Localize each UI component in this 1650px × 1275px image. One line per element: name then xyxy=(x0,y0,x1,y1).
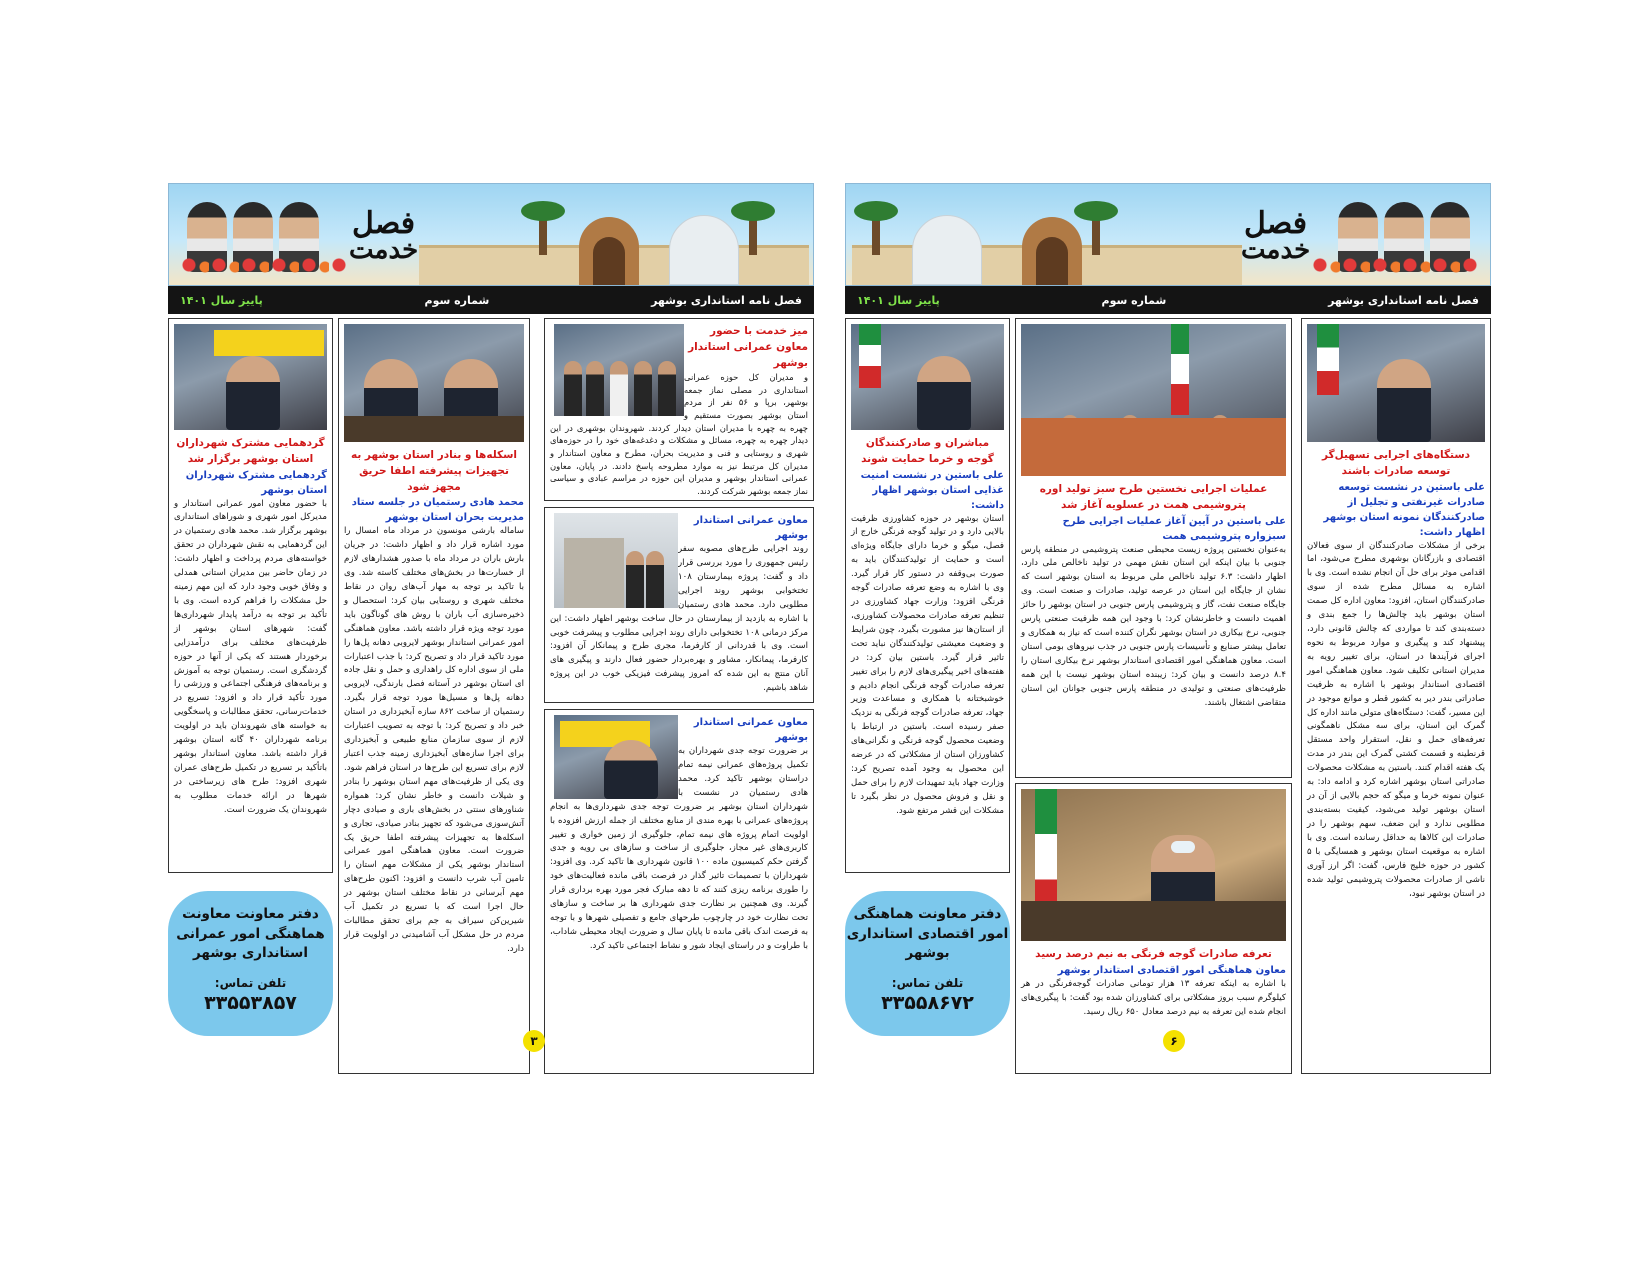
magazine-title: فصل خدمت xyxy=(349,206,419,265)
article-body: به‌عنوان نخستین پروژه زیست محیطی صنعت پتروشیمی در منطقه پارس جنوبی با بیان اینکه این استان نقش مهمی در تولید ناخالص ملی دارد، اظهار داشت: ۶.۳ تولید ناخالص ملی مربوط به استان بوشهر است که نشان از جایگاه این استان در عرصه تولید، صادرات و صنعت است. وی جایگاه صنعت نفت، گاز و پتروشیمی پارس جنوبی در استان بوشهر را حائز اهمیت دانست و خاطرنشان کرد: با وجود این همه ظرفیت صنعتی پارس جنوبی، نرخ بیکاری در استان بوشهر نگران کننده است که نیاز به همکاری و تعامل بیشتر صنایع و تأسیسات پارس جنوبی در جذب نیروهای بومی استان است. معاون هماهنگی امور اقتصادی استاندار بوشهر نرخ بیکاری استان را ۸.۴ درصد دانست و بیان کرد: زیبنده استان بوشهر نیست با این همه ظرفیت‌های صنعتی و تولیدی در منطقه پارس جنوبی جوانان این استان متقاضی اشتغال باشند. xyxy=(1021,544,1286,708)
article-photo xyxy=(554,324,684,416)
header-ribbon xyxy=(845,286,1491,314)
article-subhead: گردهمایی مشترک شهرداران استان بوشهر xyxy=(185,469,327,496)
article-tomato-date-exporters xyxy=(845,318,1010,873)
article-photo xyxy=(174,324,327,430)
contact-box xyxy=(845,891,1010,1036)
contact-office: دفتر معاونت هماهنگی امور اقتصادی استانداری بوشهر xyxy=(846,906,1009,962)
article-mayors-projects xyxy=(544,709,814,1074)
article-headline: گردهمایی مشترک شهرداران استان بوشهر برگزار شد xyxy=(176,437,325,465)
portraits-image xyxy=(179,192,329,277)
article-subhead: معاون هماهنگی امور اقتصادی استاندار بوشهر xyxy=(1057,964,1286,976)
page-6 xyxy=(845,183,1491,1108)
article-export-facilitators xyxy=(1301,318,1491,1074)
building-image xyxy=(852,213,1242,285)
article-body: با اشاره به اینکه تعرفه ۱۳ هزار تومانی صادرات گوجه‌فرنگی در هر کیلوگرم سبب بروز مشکلاتی برای کشاورزان شده بود گفت: با پیگیری‌های انجام شده این تعرفه به نیم درصد معادل ۶۵۰ ریال رسید. xyxy=(1021,978,1287,1017)
contact-label: تلفن تماس: xyxy=(214,975,287,990)
page-number: ۳ xyxy=(523,1030,545,1052)
article-body: برخی از مشکلات صادرکنندگان از سوی فعالان اقتصادی و بازرگانان بوشهری مطرح می‌شود، اما اقدامی موثر برای حل آن انجام نشده است. وی با اشاره به مسائل مطرح شده از سوی صادرکنندگان استان، افزود: معاون اداره کل صمت استان بوشهر باید چالش‌ها را جمع بندی و دسته‌بندی کند تا مواردی که چالش قانونی دارد، پیشنهاد کند و پیگیری و موارد مربوط به نحوه اجرای فرآیندها در استان، برای تغییر رویه به مدیران استانی تکلیف شود. معاون هماهنگی امور اقتصادی استاندار بوشهر با اشاره به ظرفیت صادراتی بندر دیر به کشور قطر و موانع موجود در این مسیر، گفت: دستگاه‌های متولی مانند اداره کل گمرک این استان، برای سه مشکل ناهمگونی تعرفه‌های حمل و نقل، استقرار واحد مستقل قرنطینه و قسمت کشتی گمرک این بندر در مدت یک هفته اقدام کنند. باستین به مشکلات محصولات صادراتی استان بوشهر اشاره کرد و ادامه داد: به عنوان نمونه خرما و میگو که حجم بالایی از آن در استان بوشهر تولید می‌شود، کیفیت بسته‌بندی مطلوبی ندارد و این ضعف، سهم بوشهر را در صادرات این کالاها به حداقل رسانده است. وی با اشاره به موقعیت استان بوشهر و همسایگی با ۵ کشور در حوزه خلیج فارس، گفت: اگر ارز آوری ناشی از صادرات محصولات پتروشیمی تولید شده در استان بوشهر نبود، xyxy=(1307,540,1485,899)
article-subhead: علی باستین در نشست امنیت غذایی استان بوشهر اظهار داشت: xyxy=(860,469,1004,511)
article-subhead: علی باستین در آیین آغاز عملیات اجرایی طرح سبزواره پتروشیمی همت xyxy=(1062,515,1286,542)
contact-office: دفتر معاونت معاونت هماهنگی امور عمرانی استانداری بوشهر xyxy=(176,906,325,962)
article-headline: میز خدمت با حضور معاون عمرانی استاندار بوشهر xyxy=(688,325,808,369)
article-body: روند اجرایی طرح‌های مصوبه سفر رئیس جمهوری را مورد بررسی قرار داد و گفت: پروژه بیمارستان ۱۰۸ تختخوابی بوشهر روند اجرایی مطلوبی دارد. محمد هادی رستمیان با اشاره به بازدید از بیمارستان در حال ساخت بوشهر اظهار داشت: این مرکز درمانی ۱۰۸ تختخوابی دارای روند اجرایی مطلوب و پیشرفت خوبی است. وی با قدردانی از کارفرما، مجری طرح و پیمانکار آن افزود: کارفرما، پیمانکار، مشاور و بهره‌بردار حضور فعال دارند و پیگیری های آنان منتج به این شده که امروز پیشرفت فیزیکی خوب در این پروژه شاهد باشیم. xyxy=(550,544,808,694)
article-photo xyxy=(1021,324,1286,476)
publication-name: فصل نامه استانداری بوشهر xyxy=(651,293,802,307)
issue-number: شماره سوم xyxy=(1101,293,1167,307)
article-headline: معاون عمرانی استاندار بوشهر xyxy=(693,717,808,743)
article-subhead: محمد هادی رستمیان در جلسه ستاد مدیریت بحران استان بوشهر xyxy=(351,497,524,524)
season-label: پاییز سال ۱۴۰۱ xyxy=(857,293,940,307)
article-mayors-meeting xyxy=(168,318,333,873)
article-tomato-tariff xyxy=(1015,783,1292,1074)
article-subhead: علی باستین در نشست توسعه صادرات غیرنفتی و تجلیل از صادرکنندگان نمونه استان بوشهر اظهار داشت: xyxy=(1323,481,1485,538)
contact-phone: ۳۳۵۵۳۸۵۷ xyxy=(204,991,297,1014)
page-3 xyxy=(168,183,814,1108)
article-service-desk xyxy=(544,318,814,501)
article-photo xyxy=(1021,789,1286,941)
article-headline: اسکله‌ها و بنادر استان بوشهر به تجهیزات پیشرفته اطفا حریق مجهز شود xyxy=(350,449,518,493)
article-body: با حضور معاون امور عمرانی استاندار و مدیرکل امور شهری و شوراهای استانداری بوشهر برگزار شد. محمد هادی رستمیان در این گردهمایی به نقش شهرداران در تحقق خواسته‌های مردم پرداخت و اظهار داشت: در زمان حاضر بین مدیران استانی همدلی و وفاق خوبی وجود دارد که این مهم زمینه حل مشکلات را فراهم کرده است. وی با تأکید بر توجه به درآمد پایدار شهرداری‌ها گفت: شهرهای استان بوشهر از ظرفیت‌های مختلف برای درآمدزایی برخوردار هستند که یکی از آنها در حوزه گردشگری است. رستمیان توجه به آموزش و برنامه‌های فرهنگی اجتماعی و ورزشی را مورد تأکید قرار داد و افزود: تسریع در خدمات‌رسانی، تحقق مطالبات و پاسخگویی به خواسته های شهروندان باید در اولویت برنامه شهرداران ۴۰ گانه استان بوشهر قرار داشته باشد. معاون استاندار بوشهر باتأکید بر تسریع در تکمیل طرح‌های عمران شهری افزود: طرح های زیرساختی در شهرها در ارائه خدمات مطلوب به شهروندان یک ضرورت است. xyxy=(174,498,327,815)
contact-box xyxy=(168,891,333,1036)
building-image xyxy=(419,213,809,285)
contact-label: تلفن تماس: xyxy=(891,975,964,990)
article-body: بر ضرورت توجه جدی شهرداران به تکمیل پروژه‌های عمرانی نیمه تمام دراستان بوشهر تاکید کرد. محمد هادی رستمیان در نشست با شهرداران استان بوشهر بر ضرورت توجه جدی شهرداری‌ها به انجام پروژه‌های عمرانی با بهره مندی از منابع مختلف از جمله ارزش افزوده با اولویت اتمام پروژه های نیمه تمام، جلوگیری از زمین خواری و تغییر کاربری‌های غیر مجاز، جلوگیری از ساخت و سازهای بی رویه و جدی گرفتن حکم کمیسیون ماده ۱۰۰ قانون شهرداری ها تاکید کرد. وی افزود: شهرداران با تصمیمات تاثیر گذار در فرصت باقی مانده فعالیت‌های خود را طوری برنامه ریزی کنند که تا دهه مبارک فجر مورد بهره برداری قرار گیرند. وی همچنین بر نظارت جدی شهرداری ها بر ساخت و سازهای تحت نظارت خود در چارچوب طرحهای جامع و تفصیلی شهرها و با توجه به فرصت اندک باقی مانده تا پایان سال و ضرورت ایجاد محیطی شاداب، با طراوت و در راستای ایجاد شور و نشاط اجتماعی تاکید کرد. xyxy=(550,746,809,951)
article-headline: دستگاه‌های اجرایی تسهیل‌گر توسعه صادرات باشند xyxy=(1321,449,1471,477)
article-hospital xyxy=(544,507,814,703)
article-photo xyxy=(1307,324,1485,442)
article-headline: معاون عمرانی استاندار بوشهر xyxy=(693,515,808,541)
portraits-image xyxy=(1330,192,1480,277)
article-body: و مدیران کل حوزه عمرانی استانداری در مصلی نماز جمعه بوشهر، برپا و ۵۶ نفر از مردم استان بوشهر بصورت مستقیم و چهره به چهره با مدیران استان دیدار کردند. شهروندان بوشهری در این دیدار چهره به چهره، مسائل و مشکلات و دغدغه‌های خود را در حوزه‌های شهری و روستایی و فنی و مدیریت بحران، مطرح و معاون استاندار و مدیران کل مرتبط نیز به موارد مطروحه پاسخ دادند. در پایان، معاون عمرانی استاندار بوشهر و مدیران این حوزه در مراسم عبادی و سیاسی نماز جمعه بوشهر شرکت کردند. xyxy=(550,372,808,496)
article-body: ساماله بارشی مونسون در مرداد ماه امسال را مورد اشاره قرار داد و اظهار داشت: در جریان بارش باران در مرداد ماه با صدور هشدارهای لازم از خسارت‌ها در بخش‌های مختلف کاسته شد. وی با تاکید بر توجه به مهار آب‌های روان در نقاط مختلف شهری و روستایی بیان کرد: استحصال و ذخیره‌سازی آب باران با روش های گوناگون باید مورد توجه ویژه قرار داشته باشد. معاون هماهنگی امور عمرانی استاندار بوشهر لایروبی دهانه پل‌ها را مورد تاکید قرار داد و تصریح کرد: با جذب اعتبارات ملی از سوی اداره کل راهداری و حمل و نقل جاده ای استان بوشهر در آستانه فصل بارندگی، لایروبی دهانه پل‌ها و مسیل‌ها مورد توجه قرار بگیرد. رستمیان از ساخت ۸۶۲ سازه آبخیزداری در استان خبر داد و تصریح کرد: با توجه به تصویب اعتبارات لازم از سوی سازمان منابع طبیعی و آبخیزداری برای اجرا سازه‌های آبخیزداری زمینه جذب اعتبار لازم برای تسریع این طرح‌ها در استان فراهم شود. وی یکی از ظرفیت‌های مهم استان بوشهر را بنادر و شیلات دانست و خاطر نشان کرد: همواره شناورهای سنتی در بخش‌های باری و صیادی دچار آتش‌سوزی می‌شود که تجهیز بنادر صیادی، تجاری و اسکله‌ها به تجهیزات پیشرفته اطفا حریق یک ضرورت است. معاون هماهنگی امور عمرانی استاندار بوشهر یکی از مشکلات مهم استان را تامین آب شرب دانست و افزود: اکنون طرح‌های مهم آبرسانی در نقاط مختلف استان بوشهر در حال اجرا است که با تسریع در تکمیل آب شیرین‌کن سیراف به جم برای تحقق مطالبات مردم در حل مشکل آب آشامیدنی در اولویت قرار دارد. xyxy=(344,526,524,954)
article-headline: مباشران و صادرکنندگان گوجه و خرما حمایت شوند xyxy=(861,437,994,465)
article-body: استان بوشهر در حوزه کشاورزی ظرفیت بالایی دارد و در تولید گوجه فرنگی خارج از فصل، میگو و خرما دارای جایگاه ویژه‌ای است و حمایت از تولیدکنندگان باید به صورت بی‌وقفه در دستور کار قرار گیرد. وی با اشاره به وضع تعرفه صادرات گوجه فرنگی افزود: وزارت جهاد کشاورزی در تنظیم تعرفه صادرات محصولات کشاورزی، از استان‌ها نیز مشورت بگیرد، چون شرایط و وضعیت معیشتی تولیدکنندگان نباید تحت تاثیر قرار گیرد. باستین بیان کرد: در هفته‌های اخیر پیگیری‌های لازم را برای تغییر تعرفه صادرات گوجه فرنگی انجام دادیم و خوشبختانه با همکاری و مساعدت وزیر جهاد، تعرفه صادرات گوجه فرنگی به نزدیک صفر رسیده است. باستین در ارتباط با وضعیت محصول گوجه فرنگی و نگرانی‌های کشاورزان استان از مشکلاتی که در عرضه این محصول به وجود آمده تصریح کرد: وزارت جهاد باید تمهیدات لازم را برای حمل و نقل و فروش محصول در نظر بگیرد تا مشکلات این قشر مرتفع شود. xyxy=(851,513,1004,816)
season-label: پاییز سال ۱۴۰۱ xyxy=(180,293,263,307)
banner xyxy=(168,183,814,286)
article-photo xyxy=(554,513,678,608)
header-ribbon xyxy=(168,286,814,314)
page-number: ۶ xyxy=(1163,1030,1185,1052)
banner xyxy=(845,183,1491,286)
article-headline: عملیات اجرایی نخستین طرح سبز تولید اوره پتروشیمی همت در عسلویه آغاز شد xyxy=(1039,483,1268,511)
contact-phone: ۳۳۵۵۸۶۷۲ xyxy=(881,991,974,1014)
article-photo xyxy=(851,324,1004,430)
issue-number: شماره سوم xyxy=(424,293,490,307)
magazine-title: فصل خدمت xyxy=(1241,206,1311,265)
article-headline: تعرفه صادرات گوجه فرنگی به نیم درصد رسید xyxy=(1035,948,1272,960)
article-fire-equipment xyxy=(338,318,530,1074)
article-green-urea xyxy=(1015,318,1292,778)
publication-name: فصل نامه استانداری بوشهر xyxy=(1328,293,1479,307)
article-photo xyxy=(344,324,524,442)
article-photo xyxy=(554,715,678,799)
